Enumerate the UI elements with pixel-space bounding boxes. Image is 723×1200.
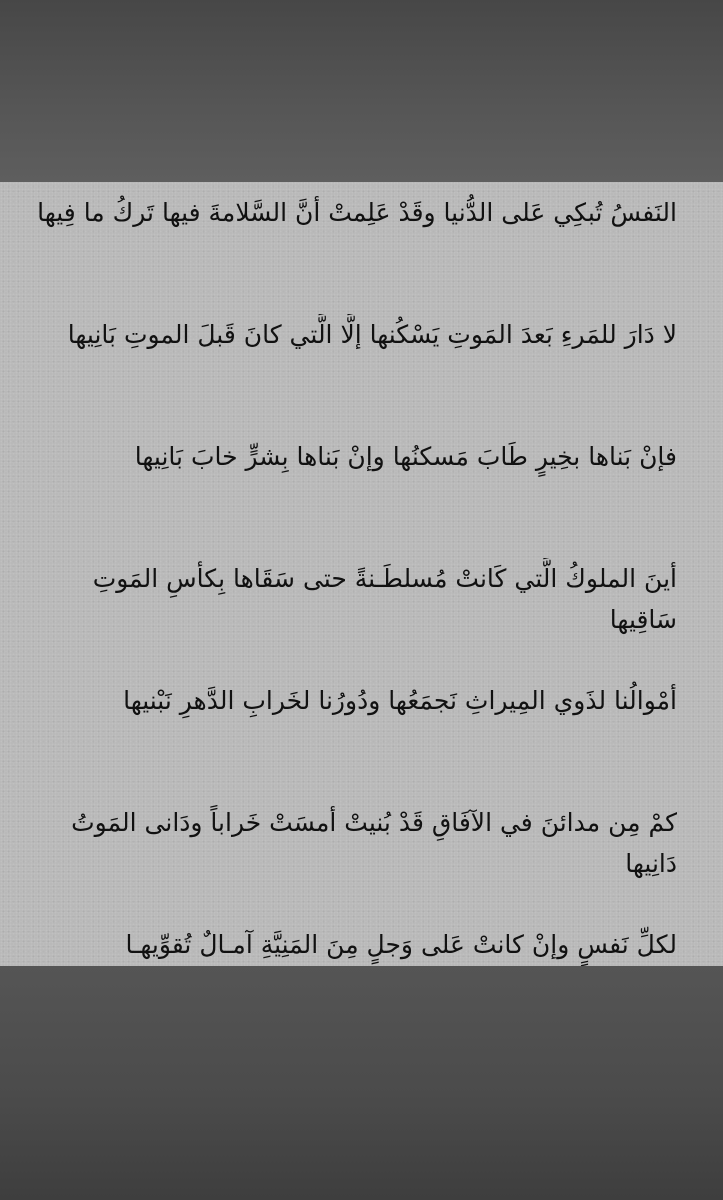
verse-1: النَفسُ تُبكِي عَلى الدُّنيا وقَدْ عَلِمتْ أنَّ السَّلامةَ فيها تَركُ ما فِيها [37,198,677,227]
verse-3: فإنْ بَناها بخِيرٍ طَابَ مَسكنُها وإنْ بَناها بِشرٍّ خابَ بَانِيها [134,442,677,471]
verse-6: كمْ مِن مدائنَ في الآفَاقِ قَدْ بُنيتْ أمسَتْ خَراباً ودَانى المَوتُ دَانِيها [71,808,677,878]
verse-4: أينَ الملوكُ الَّتي كَانتْ مُسلطَـنةً حتى سَقَاها بِكأسِ المَوتِ سَاقِيها [92,564,677,634]
top-dark-band [0,0,723,182]
poem-text-area [0,182,723,966]
bottom-dark-band [0,966,723,1200]
verse-5: أمْوالُنا لذَوي المِيراثِ نَجمَعُها ودُورُنا لخَرابِ الدَّهرِ نَبْنيها [123,686,677,715]
verse-7: لكلِّ نَفسٍ وإنْ كانتْ عَلى وَجلٍ مِنَ المَنِيَّةِ آمـالٌ تُقوِّيهـا [125,930,677,959]
verse-2: لا دَارَ للمَرءِ بَعدَ المَوتِ يَسْكُنها إلَّا الَّتي كانَ قَبلَ الموتِ بَانِيها [67,320,677,349]
